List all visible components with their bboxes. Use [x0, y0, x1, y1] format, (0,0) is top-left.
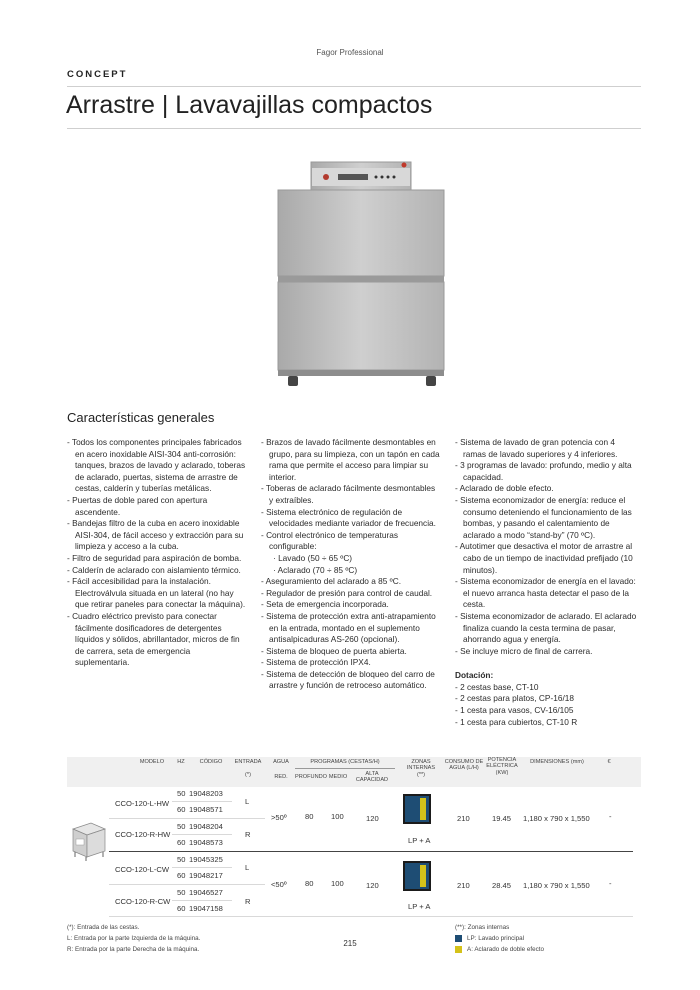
alta-cell: 120: [366, 881, 379, 890]
header-potencia: POTENCIA ELÉCTRICA (KW): [486, 757, 518, 776]
hz-cell: 50: [177, 888, 186, 897]
feature-item: - Seta de emergencia incorporada.: [261, 599, 389, 610]
code-cell: 19048204: [189, 822, 223, 831]
medio-cell: 100: [331, 879, 344, 888]
consumo-cell: 210: [457, 814, 470, 823]
code-cell: 19046527: [189, 888, 223, 897]
footnotes-right: [455, 922, 544, 955]
hz-cell: 60: [177, 904, 186, 913]
medio-cell: 100: [331, 812, 344, 821]
agua-cell: >50º: [271, 813, 287, 822]
feature-item: - Sistema de protección extra anti-atrapamiento en la entrada, montado en el suplemento antisalpicaduras AS-260 (opcional).: [261, 610, 436, 645]
feature-item: - Puertas de doble pared con apertura ascendente.: [67, 494, 208, 517]
row-divider: [172, 900, 232, 901]
feature-subitem: · Aclarado (70 ÷ 85 ºC): [273, 564, 358, 575]
precio-cell: -: [609, 812, 612, 821]
features-column-2: [261, 437, 441, 692]
header-agua-red: RED.: [274, 774, 288, 780]
code-cell: 19048217: [189, 871, 223, 880]
header-consumo: CONSUMO DE AGUA (L/H): [444, 759, 484, 772]
row-divider: [172, 867, 232, 868]
entrada-cell: R: [245, 830, 251, 839]
feature-item: - Sistema de lavado de gran potencia con 4 ramas de lavado superiores y 4 inferiores.: [455, 437, 618, 459]
page-number: 215: [343, 939, 357, 948]
feature-item: - Fácil accesibilidad para la instalación. Electroválvula situada en un lateral (no hay que retirar paneles para conectar la máquina).: [67, 576, 246, 610]
header-agua: AGUA: [273, 759, 289, 765]
feature-item: - Toberas de aclarado fácilmente desmontables y extraíbles.: [261, 483, 436, 505]
title-divider: [67, 128, 641, 129]
dotacion-item: - 2 cestas para platos, CP-16/18: [455, 693, 574, 704]
header-medio: MEDIO: [328, 774, 348, 780]
brand-name: Fagor Professional: [316, 48, 384, 57]
row-divider: [172, 834, 232, 835]
aclarado-swatch: [455, 946, 462, 953]
header-zonas: ZONAS INTERNAS: [406, 759, 436, 772]
legend-item: [455, 944, 544, 955]
header-entrada-note: (*): [245, 772, 251, 778]
header-dimensiones: DIMENSIONES (mm): [530, 759, 584, 765]
feature-item: - Sistema economizador de energía en el lavado: el nuevo arranca hasta detectar el paso de la cesta.: [455, 576, 636, 610]
row-divider: [109, 884, 265, 885]
legend-label: LP: Lavado principal: [467, 935, 525, 942]
code-cell: 19048571: [189, 805, 223, 814]
table-bottom-rule: [109, 916, 633, 917]
feature-item: - Brazos de lavado fácilmente desmontables en grupo, para su limpieza, con un tapón en cada rama que permite el acceso para limpiar su interior.: [261, 437, 440, 482]
potencia-cell: 28.45: [492, 881, 512, 890]
code-cell: 19047158: [189, 904, 223, 913]
zonas-cell: LP + A: [408, 902, 431, 911]
feature-item: - Sistema de detección de bloqueo del carro de arrastre y función de retroceso automático.: [261, 668, 435, 691]
consumo-cell: 210: [457, 881, 470, 890]
hz-cell: 50: [177, 789, 186, 798]
group-divider: [109, 851, 633, 852]
header-profundo: PROFUNDO: [295, 774, 328, 780]
section-label: CONCEPT: [67, 69, 128, 80]
model-name: CCO-120-R-CW: [115, 897, 171, 906]
features-title: Características generales: [67, 410, 215, 425]
programas-divider: [295, 768, 395, 769]
header-modelo: MODELO: [139, 759, 165, 765]
row-divider: [172, 801, 232, 802]
zonas-cell: LP + A: [408, 836, 431, 845]
feature-item: - Sistema economizador de aclarado. El aclarado finaliza cuando la cesta termina de pasar, ahorrando agua y energía.: [455, 610, 637, 645]
dimensiones-cell: 1,180 x 790 x 1,550: [523, 881, 590, 890]
dishwasher-image: [276, 160, 446, 388]
code-cell: 19045325: [189, 855, 223, 864]
footnote: (*): Entrada de las cestas.: [67, 924, 140, 931]
feature-item: - Sistema de protección IPX4.: [261, 657, 371, 668]
legend-item: [455, 933, 544, 944]
hz-cell: 60: [177, 871, 186, 880]
dimensiones-cell: 1,180 x 790 x 1,550: [523, 814, 590, 823]
zones-diagram: [403, 794, 431, 824]
header-alta: ALTA CAPACIDAD: [355, 771, 389, 784]
feature-item: - Filtro de seguridad para aspiración de bomba.: [67, 552, 242, 563]
legend-label: A: Aclarado de doble efecto: [467, 946, 545, 953]
feature-item: - Control electrónico de temperaturas configurable:: [261, 529, 398, 552]
code-cell: 19048203: [189, 789, 223, 798]
model-name: CCO-120-R-HW: [115, 830, 171, 839]
profundo-cell: 80: [305, 812, 314, 821]
header-zonas-note: (**): [416, 772, 426, 778]
entrada-cell: R: [245, 897, 251, 906]
feature-item: - Aclarado de doble efecto.: [455, 483, 554, 494]
dotacion-item: - 2 cestas base, CT-10: [455, 681, 539, 692]
feature-item: - Regulador de presión para control de caudal.: [261, 587, 433, 598]
header-euro: €: [607, 759, 611, 765]
top-divider: [67, 86, 641, 87]
machine-thumbnail: [67, 819, 109, 863]
alta-cell: 120: [366, 814, 379, 823]
header-programas: PROGRAMAS (CESTAS/H): [310, 759, 380, 765]
features-column-1: [67, 437, 247, 669]
hz-cell: 60: [177, 838, 186, 847]
dotacion-title: Dotación:: [455, 670, 494, 681]
footnote: R: Entrada por la parte Derecha de la máquina.: [67, 946, 200, 953]
profundo-cell: 80: [305, 879, 314, 888]
feature-item: - Sistema electrónico de regulación de velocidades mediante variador de frecuencia.: [261, 506, 436, 529]
feature-item: - Autotimer que desactiva el motor de arrastre al cabo de un tiempo de inactividad prefijado (10 minutos).: [455, 541, 633, 575]
spec-table: [67, 757, 641, 917]
agua-cell: <50º: [271, 880, 287, 889]
precio-cell: -: [609, 879, 612, 888]
model-name: CCO-120-L-CW: [115, 865, 170, 874]
feature-item: - Aseguramiento del aclarado a 85 ºC.: [261, 576, 402, 587]
potencia-cell: 19.45: [492, 814, 512, 823]
feature-item: - Sistema de bloqueo de puerta abierta.: [261, 645, 407, 656]
page-title: Arrastre | Lavavajillas compactos: [66, 91, 433, 119]
feature-subitem: · Lavado (50 ÷ 65 ºC): [273, 552, 353, 563]
dotacion-item: - 1 cesta para vasos, CV-16/105: [455, 705, 574, 716]
header-hz: HZ: [177, 759, 185, 765]
feature-item: - Sistema economizador de energía: reduce el consumo deteniendo el funcionamiento de las bombas, y pasando el calentamiento de aclarado a modo “stand-by” (70 ºC).: [455, 494, 632, 540]
header-codigo: CÓDIGO: [199, 759, 223, 765]
hz-cell: 50: [177, 822, 186, 831]
lavado-swatch: [455, 935, 462, 942]
feature-item: - Bandejas filtro de la cuba en acero inoxidable AISI-304, de fácil acceso y extracción para su limpieza y acceso a la cuba.: [67, 518, 244, 552]
entrada-cell: L: [245, 863, 250, 872]
entrada-cell: L: [245, 797, 250, 806]
footnote: L: Entrada por la parte Izquierda de la máquina.: [67, 935, 201, 942]
dotacion-item: - 1 cesta para cubiertos, CT-10 R: [455, 716, 578, 727]
header-entrada: ENTRADA: [234, 759, 262, 765]
features-column-3: [455, 437, 640, 728]
row-divider: [109, 818, 265, 819]
feature-item: - Cuadro eléctrico previsto para conectar fácilmente dosificadores de detergentes líquidos y sólidos, abrillantador, micros de fin de carrera, seta de emergencia suplementaria.: [67, 610, 240, 668]
code-cell: 19048573: [189, 838, 223, 847]
model-name: CCO-120-L-HW: [115, 799, 170, 808]
feature-item: - Calderín de aclarado con aislamiento térmico.: [67, 564, 241, 575]
feature-item: - Se incluye micro de final de carrera.: [455, 645, 593, 656]
hz-cell: 60: [177, 805, 186, 814]
feature-item: - 3 programas de lavado: profundo, medio y alta capacidad.: [455, 460, 632, 482]
feature-item: - Todos los componentes principales fabricados en acero inoxidable AISI-304 anti-corrosión: tanques, brazos de lavado y aclarado, toberas de aclarado, puertas, sistema de arrastre de cestas, calderín y tuberías metálicas.: [67, 437, 246, 494]
zones-legend-title: (**): Zonas internas: [455, 924, 510, 931]
zones-diagram: [403, 861, 431, 891]
hz-cell: 50: [177, 855, 186, 864]
